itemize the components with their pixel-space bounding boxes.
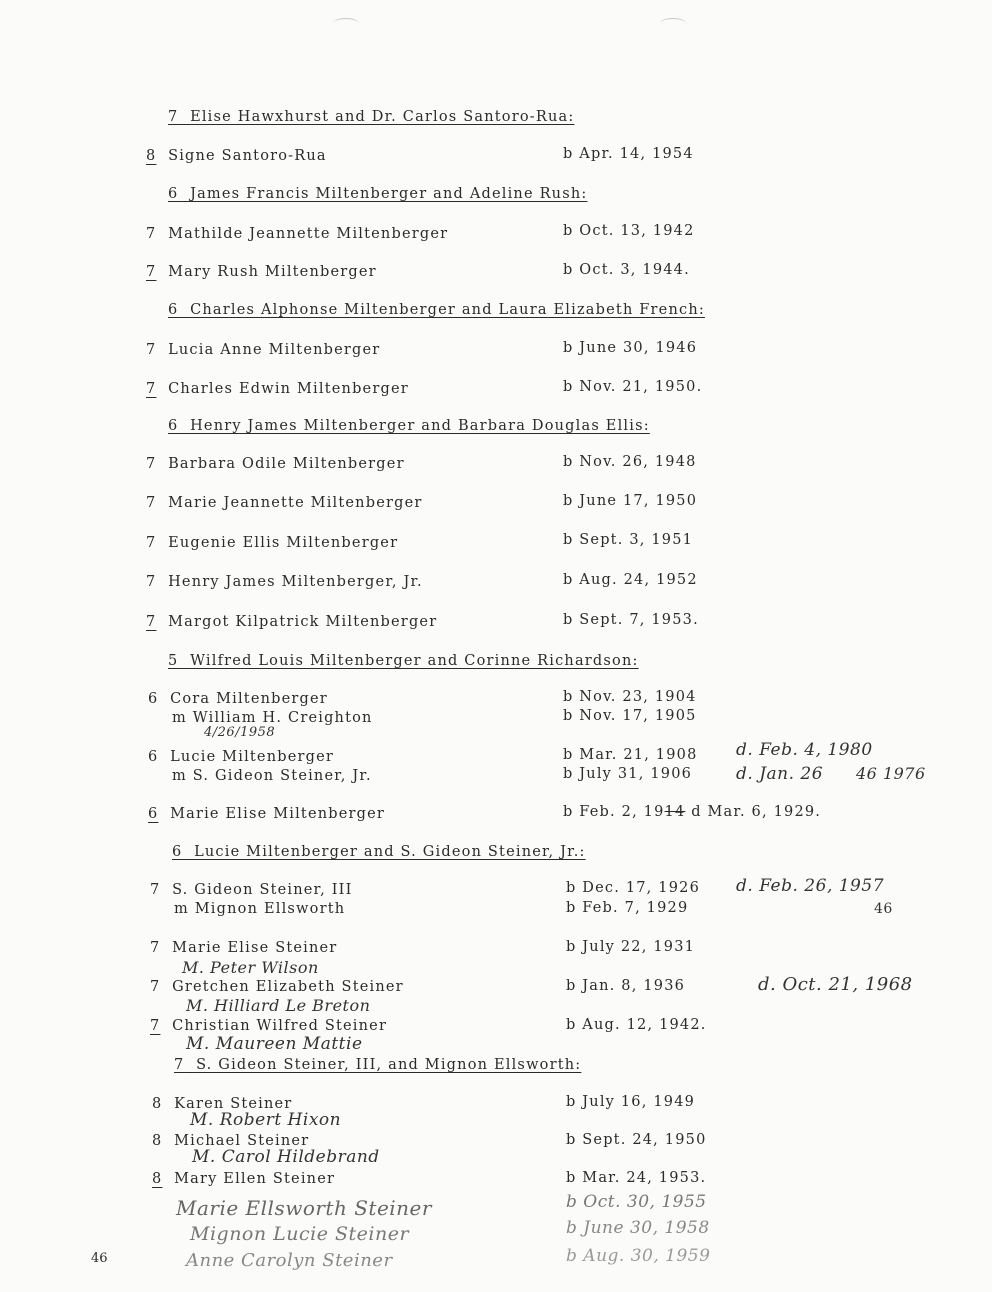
- birth-date: b Nov. 21, 1950.: [563, 379, 703, 395]
- birth-date: b Mar. 21, 1908: [563, 747, 698, 763]
- punch-hole-left: [333, 18, 359, 29]
- list-item: 7 Lucia Anne Miltenberger: [146, 342, 381, 358]
- handwritten-spouse: M. Peter Wilson: [182, 958, 319, 977]
- birth-date: b June 30, 1946: [563, 340, 698, 356]
- page-number: 46: [91, 1251, 108, 1266]
- handwritten-child-date: b June 30, 1958: [566, 1218, 710, 1238]
- list-item: 7 Barbara Odile Miltenberger: [146, 456, 405, 472]
- handwritten-death: d. Feb. 26, 1957: [736, 876, 885, 896]
- handwritten-spouse: M. Maureen Mattie: [186, 1034, 363, 1054]
- birth-date: b Oct. 13, 1942: [563, 223, 695, 239]
- list-item: 6 Marie Elise Miltenberger: [148, 806, 386, 822]
- handwritten-spouse: M. Carol Hildebrand: [192, 1147, 380, 1167]
- birth-date: b July 31, 1906: [563, 766, 693, 782]
- handwritten-child-name: Anne Carolyn Steiner: [186, 1250, 393, 1271]
- list-item: 7 Mathilde Jeannette Miltenberger: [146, 226, 449, 242]
- birth-date: b Oct. 3, 1944.: [563, 262, 690, 278]
- birth-date: b Sept. 24, 1950: [566, 1132, 707, 1148]
- list-item: 8 Signe Santoro-Rua: [146, 148, 327, 164]
- spouse-line: m William H. Creighton: [172, 710, 373, 726]
- list-item: 7 Gretchen Elizabeth Steiner: [150, 979, 404, 995]
- list-item: 8 Michael Steiner: [152, 1133, 310, 1149]
- birth-date: b Feb. 7, 1929: [566, 900, 689, 916]
- list-item: 7 Christian Wilfred Steiner: [150, 1018, 388, 1034]
- handwritten-death: d. Oct. 21, 1968: [758, 974, 913, 995]
- handwritten-child-date: b Oct. 30, 1955: [566, 1192, 707, 1212]
- handwritten-note: 46: [874, 901, 893, 917]
- birth-date: b Nov. 26, 1948: [563, 454, 697, 470]
- list-item: 7 Mary Rush Miltenberger: [146, 264, 377, 280]
- family-header: 6 Lucie Miltenberger and S. Gideon Steiner, Jr.:: [172, 844, 586, 860]
- family-header: 7 S. Gideon Steiner, III, and Mignon Ellsworth:: [174, 1057, 582, 1073]
- family-header: 5 Wilfred Louis Miltenberger and Corinne Richardson:: [168, 653, 639, 669]
- handwritten-death: d. Feb. 4, 1980: [736, 740, 873, 760]
- list-item: 7 Henry James Miltenberger, Jr.: [146, 574, 423, 590]
- list-item: 8 Mary Ellen Steiner: [152, 1171, 336, 1187]
- birth-date: b Mar. 24, 1953.: [566, 1170, 707, 1186]
- birth-date: b Aug. 12, 1942.: [566, 1017, 707, 1033]
- birth-date: b Apr. 14, 1954: [563, 146, 694, 162]
- struck-digits: 14: [664, 804, 686, 820]
- list-item: 6 Lucie Miltenberger: [148, 749, 335, 765]
- handwritten-child-name: Mignon Lucie Steiner: [190, 1223, 410, 1245]
- list-item: 7 Charles Edwin Miltenberger: [146, 381, 409, 397]
- family-header: 6 Henry James Miltenberger and Barbara Douglas Ellis:: [168, 418, 650, 434]
- handwritten-child-date: b Aug. 30, 1959: [566, 1246, 711, 1266]
- birth-date: b Dec. 17, 1926: [566, 880, 701, 896]
- list-item: 6 Cora Miltenberger: [148, 691, 328, 707]
- birth-date: b July 16, 1949: [566, 1094, 696, 1110]
- handwritten-spouse: M. Hilliard Le Breton: [186, 996, 371, 1015]
- list-item: 7 Marie Elise Steiner: [150, 940, 338, 956]
- birth-date: b Jan. 8, 1936: [566, 978, 686, 994]
- family-header: 6 Charles Alphonse Miltenberger and Laura Elizabeth French:: [168, 302, 705, 318]
- birth-date: b June 17, 1950: [563, 493, 698, 509]
- birth-date: b Aug. 24, 1952: [563, 572, 698, 588]
- birth-date: b Sept. 3, 1951: [563, 532, 694, 548]
- handwritten-date: 4/26/1958: [204, 725, 276, 740]
- birth-date: b Feb. 2, 1914 d Mar. 6, 1929.: [563, 804, 822, 820]
- birth-date: b Nov. 23, 1904: [563, 689, 697, 705]
- birth-date: b Sept. 7, 1953.: [563, 612, 699, 628]
- list-item: 7 S. Gideon Steiner, III: [150, 882, 353, 898]
- birth-date: b Nov. 17, 1905: [563, 708, 697, 724]
- handwritten-spouse: M. Robert Hixon: [190, 1110, 342, 1130]
- family-header: 7 Elise Hawxhurst and Dr. Carlos Santoro-Rua:: [168, 109, 575, 125]
- handwritten-death: d. Jan. 26: [736, 764, 824, 784]
- spouse-line: m Mignon Ellsworth: [174, 901, 346, 917]
- list-item: 7 Eugenie Ellis Miltenberger: [146, 535, 399, 551]
- list-item: 7 Margot Kilpatrick Miltenberger: [146, 614, 438, 630]
- list-item: 7 Marie Jeannette Miltenberger: [146, 495, 423, 511]
- punch-hole-right: [660, 18, 686, 29]
- birth-date: b July 22, 1931: [566, 939, 696, 955]
- handwritten-child-name: Marie Ellsworth Steiner: [176, 1196, 432, 1220]
- handwritten-note: 46 1976: [856, 764, 926, 783]
- list-item: 8 Karen Steiner: [152, 1096, 293, 1112]
- family-header: 6 James Francis Miltenberger and Adeline Rush:: [168, 186, 588, 202]
- spouse-line: m S. Gideon Steiner, Jr.: [172, 768, 372, 784]
